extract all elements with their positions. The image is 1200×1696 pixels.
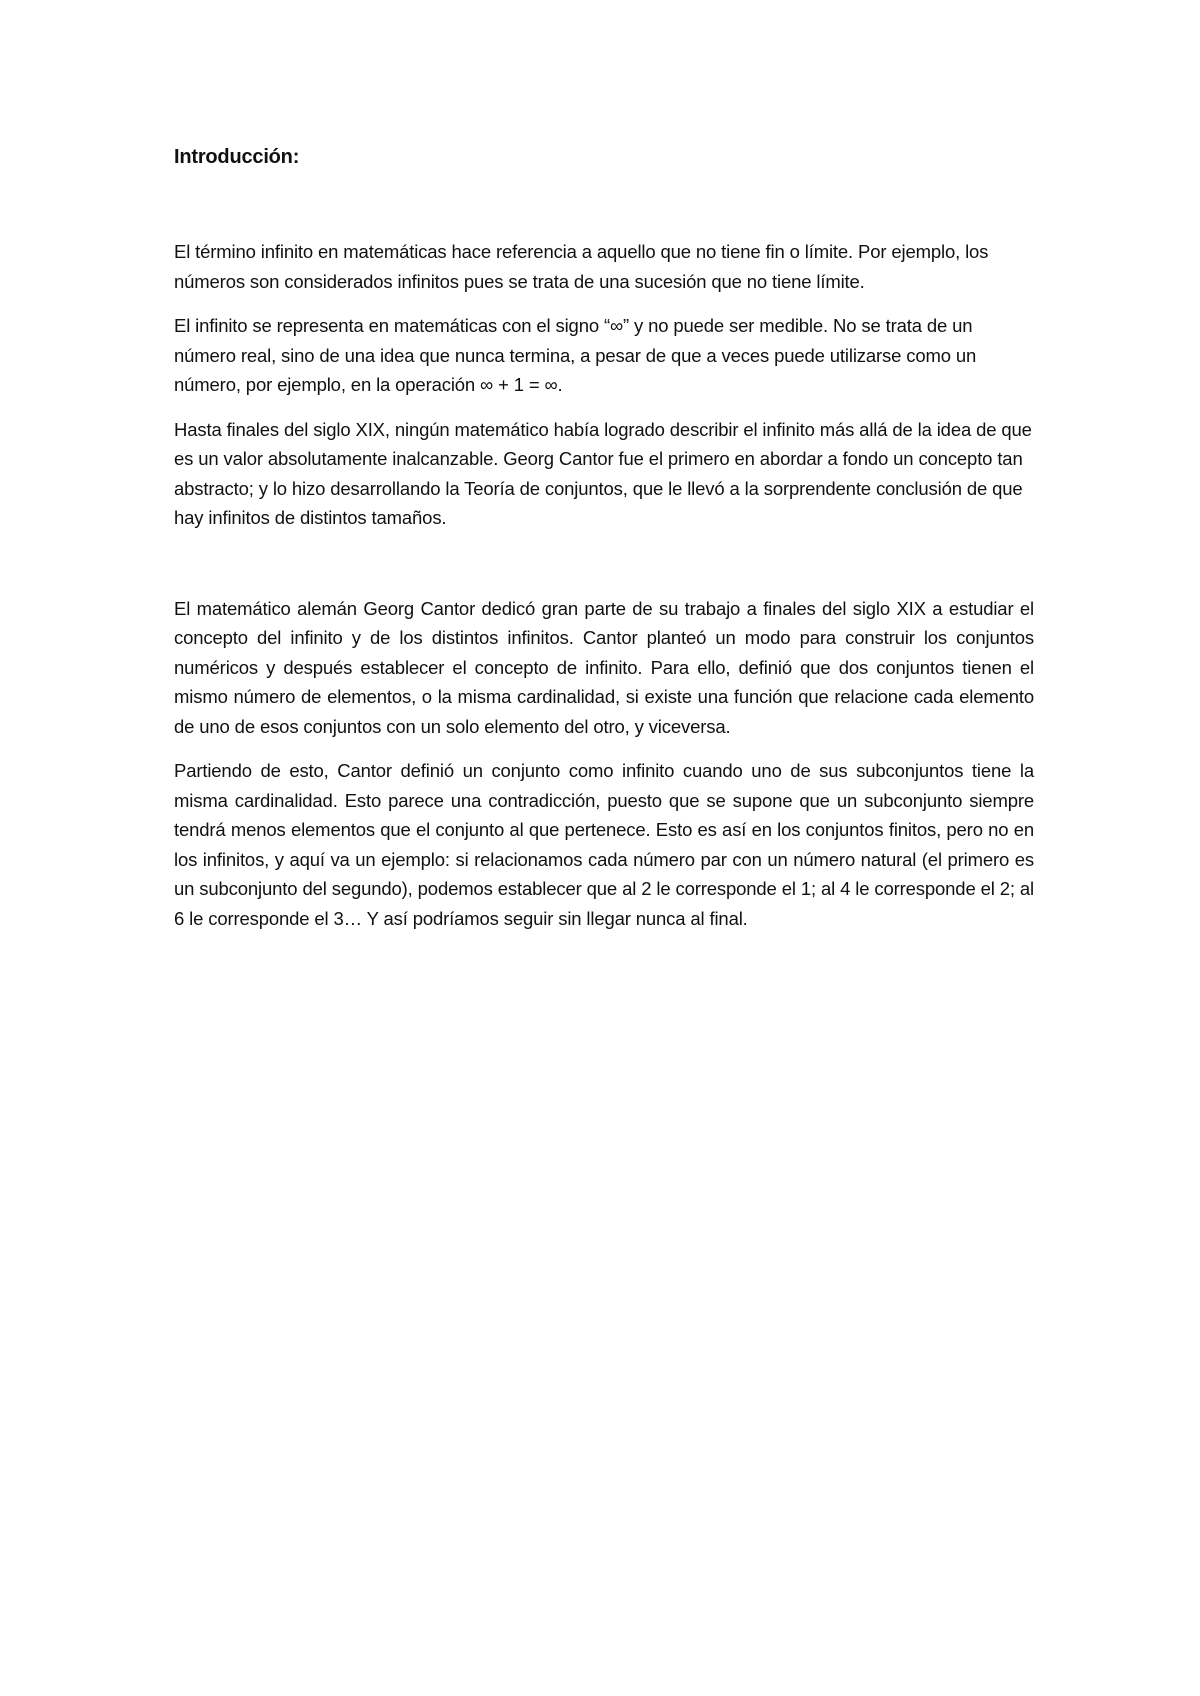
- paragraph-cantor-cardinality: El matemático alemán Georg Cantor dedicó gran parte de su trabajo a finales del siglo XIX a estudiar el concepto del infinito y de los distintos infinitos. Cantor planteó un modo para construir los conjuntos numéricos y después establecer el concepto de infinito. Para ello, definió que dos conjuntos tienen el mismo número de elementos, o la misma cardinalidad, si existe una función que relacione cada elemento de uno de esos conjuntos con un solo elemento del otro, y viceversa.: [174, 597, 1034, 737]
- paragraph-infinity-definition: El término infinito en matemáticas hace referencia a aquello que no tiene fin o límite. Por ejemplo, los números son considerados infinitos pues se trata de una sucesión que no tiene límite.: [174, 241, 989, 292]
- paragraph-infinity-symbol: El infinito se representa en matemáticas con el signo “∞” y no puede ser medible. No se trata de un número real, sino de una idea que nunca termina, a pesar de que a veces puede utilizarse como un número, por ejemplo, en la operación ∞ + 1 = ∞.: [174, 315, 977, 395]
- paragraph-spacer: [174, 548, 1034, 594]
- document-body: [174, 143, 1034, 948]
- paragraph-infinite-sets: Partiendo de esto, Cantor definió un conjunto como infinito cuando uno de sus subconjuntos tiene la misma cardinalidad. Esto parece una contradicción, puesto que se supone que un subconjunto siempre tendrá menos elementos que el conjunto al que pertenece. Esto es así en los conjuntos finitos, pero no en los infinitos, y aquí va un ejemplo: si relacionamos cada número par con un número natural (el primero es un subconjunto del segundo), podemos establecer que al 2 le corresponde el 1; al 4 le corresponde el 2; al 6 le corresponde el 3… Y así podríamos seguir sin llegar nunca al final.: [174, 760, 1034, 929]
- section-heading: Introducción:: [174, 146, 300, 168]
- paragraph-cantor-history: Hasta finales del siglo XIX, ningún matemático había logrado describir el infinito más allá de la idea de que es un valor absolutamente inalcanzable. Georg Cantor fue el primero en abordar a fondo un concepto tan abstracto; y lo hizo desarrollando la Teoría de conjuntos, que le llevó a la sorprendente conclusión de que hay infinitos de distintos tamaños.: [174, 418, 1032, 528]
